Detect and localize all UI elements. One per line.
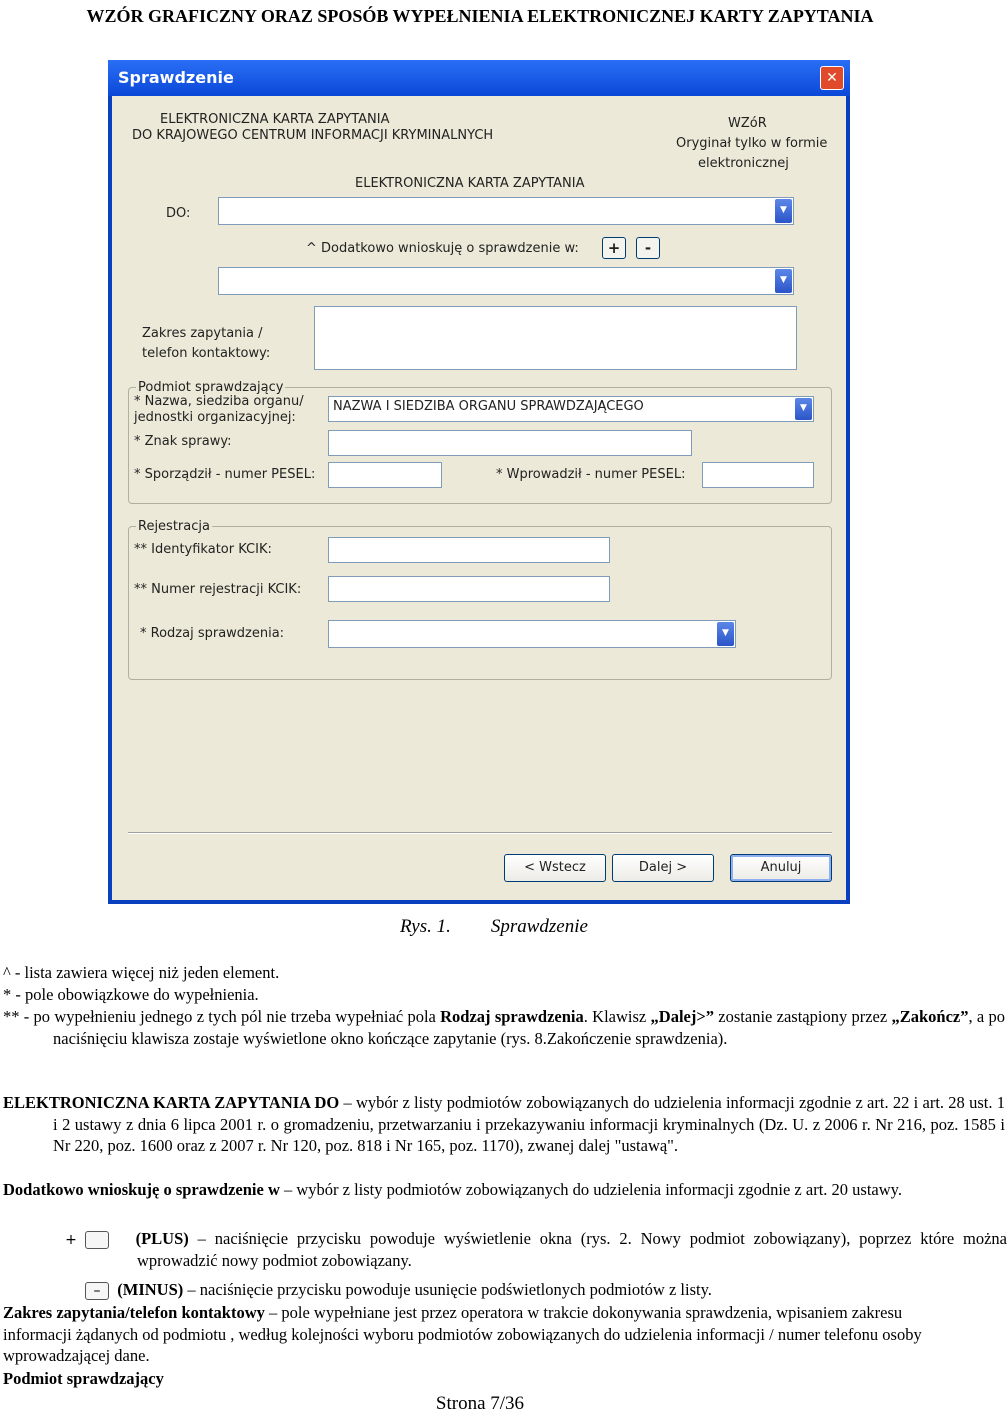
znak-sprawy-label: * Znak sprawy: bbox=[134, 434, 232, 449]
rodzaj-sprawdzenia-dropdown[interactable] bbox=[328, 620, 736, 648]
do-dropdown[interactable] bbox=[218, 197, 794, 225]
sprawdzenie-dialog bbox=[108, 60, 850, 904]
caption-number: Rys. 1. bbox=[400, 916, 451, 937]
paragraph-minus: – (MINUS) – naciśnięcie przycisku powoduje usunięcie podświetlonych podmiotów z listy. bbox=[85, 1279, 712, 1301]
separator bbox=[128, 832, 832, 834]
document-title: WZÓR GRAFICZNY ORAZ SPOSÓB WYPEŁNIENIA ELEKTRONICZNEJ KARTY ZAPYTANIA bbox=[86, 6, 874, 26]
header-left-line-1: ELEKTRONICZNA KARTA ZAPYTANIA bbox=[160, 112, 390, 127]
paragraph-plus: + (PLUS) – naciśnięcie przycisku powoduje wyświetlenie okna (rys. 2. Nowy podmiot zobowiązany), poprzez które można wprowadzić nowy podmiot zobowiązany. bbox=[65, 1229, 1007, 1270]
plus-icon: + bbox=[85, 1231, 109, 1249]
chevron-down-icon[interactable]: ▼ bbox=[775, 199, 792, 223]
chevron-down-icon[interactable]: ▼ bbox=[775, 269, 792, 293]
numer-rejestracji-input[interactable] bbox=[328, 576, 610, 602]
chevron-down-icon[interactable]: ▼ bbox=[795, 398, 812, 420]
figure-caption bbox=[400, 916, 588, 938]
nazwa-organu-dropdown[interactable] bbox=[328, 396, 814, 422]
note-list-multiple: ^ - lista zawiera więcej niż jeden element. bbox=[3, 963, 280, 982]
paragraph-podmiot-heading: Podmiot sprawdzający bbox=[3, 1369, 164, 1388]
close-button[interactable]: ✕ bbox=[820, 66, 844, 90]
back-button[interactable]: < Wstecz bbox=[504, 854, 606, 882]
znak-sprawy-input[interactable] bbox=[328, 430, 692, 456]
do-label: DO: bbox=[166, 206, 191, 221]
minus-button[interactable]: - bbox=[636, 237, 660, 259]
rodzaj-sprawdzenia-label: * Rodzaj sprawdzenia: bbox=[140, 626, 285, 641]
plus-button[interactable]: + bbox=[602, 237, 626, 259]
nazwa-label-line-2: jednostki organizacyjnej: bbox=[134, 410, 296, 425]
header-right-line-1: WZóR bbox=[728, 116, 767, 131]
nazwa-label-line-1: * Nazwa, siedziba organu/ bbox=[134, 394, 304, 409]
rejestracja-legend: Rejestracja bbox=[138, 519, 210, 534]
zakres-label-line-2: telefon kontaktowy: bbox=[142, 346, 271, 361]
header-left-line-2: DO KRAJOWEGO CENTRUM INFORMACJI KRYMINALNYCH bbox=[132, 128, 494, 143]
additional-dropdown[interactable] bbox=[218, 267, 794, 295]
header-right-line-2: Oryginał tylko w formie bbox=[676, 136, 828, 151]
paragraph-ekz: ELEKTRONICZNA KARTA ZAPYTANIA DO – wybór z listy podmiotów zobowiązanych do udzielenia informacji zgodnie z art. 22 i art. 28 ust. 1 i 2 ustawy z dnia 6 lipca 2001 r. o gromadzeniu, przetwarzaniu i przekazywaniu informacji kryminalnych (Dz. U. z 2006 r. Nr 216, poz. 1585 i Nr 220, poz. 1600 oraz z 2007 r. Nr 120, poz. 818 i Nr 165, poz. 1170), zwanej dalej "ustawą". bbox=[3, 1093, 1005, 1155]
zakres-textarea[interactable] bbox=[314, 306, 797, 370]
dialog-body bbox=[112, 96, 846, 900]
paragraph-dodatkowo: Dodatkowo wnioskuję o sprawdzenie w – wybór z listy podmiotów zobowiązanych do udzielenia informacji zgodnie z art. 20 ustawy. bbox=[3, 1180, 902, 1199]
nazwa-organu-value: NAZWA I SIEDZIBA ORGANU SPRAWDZAJĄCEGO bbox=[333, 399, 644, 414]
wprowadzil-label: * Wprowadził - numer PESEL: bbox=[496, 467, 686, 482]
page-footer: Strona 7/36 bbox=[435, 1393, 525, 1414]
sporzadzil-pesel-input[interactable] bbox=[328, 462, 442, 488]
podmiot-legend: Podmiot sprawdzający bbox=[138, 380, 284, 395]
caption-text: Sprawdzenie bbox=[490, 916, 588, 937]
numer-rejestracji-label: ** Numer rejestracji KCIK: bbox=[134, 582, 302, 597]
identyfikator-kcik-input[interactable] bbox=[328, 537, 610, 563]
additional-label: ^ Dodatkowo wnioskuję o sprawdzenie w: bbox=[306, 241, 579, 256]
dialog-title: Sprawdzenie bbox=[118, 68, 234, 87]
cancel-button[interactable]: Anuluj bbox=[730, 854, 832, 882]
header-right-line-3: elektronicznej bbox=[698, 156, 789, 171]
sporzadzil-label: * Sporządził - numer PESEL: bbox=[134, 467, 316, 482]
chevron-down-icon[interactable]: ▼ bbox=[717, 622, 734, 646]
note-required: * - pole obowiązkowe do wypełnienia. bbox=[3, 985, 259, 1004]
next-button[interactable]: Dalej > bbox=[612, 854, 714, 882]
zakres-label-line-1: Zakres zapytania / bbox=[142, 326, 263, 341]
identyfikator-label: ** Identyfikator KCIK: bbox=[134, 542, 272, 557]
minus-icon: – bbox=[85, 1282, 109, 1300]
note-optional: ** - po wypełnieniu jednego z tych pól nie trzeba wypełniać pola Rodzaj sprawdzenia. Klawisz „Dalej>” zostanie zastąpiony przez „Zakończ”, a po naciśnięciu klawisza zostaje wyświetlone okno kończące zapytanie (rys. 8.Zakończenie sprawdzenia). bbox=[3, 1007, 1006, 1048]
dialog-titlebar[interactable] bbox=[108, 60, 850, 96]
wprowadzil-pesel-input[interactable] bbox=[702, 462, 814, 488]
paragraph-zakres: Zakres zapytania/telefon kontaktowy – pole wypełniane jest przez operatora w trakcie dokonywania sprawdzenia, wpisaniem zakresu informacji żądanych od podmiotu , według kolejności wyboru podmiotów zobowiązanych do udzielenia informacji / numer telefonu osoby wprowadzającej dane. bbox=[3, 1303, 922, 1365]
form-subtitle: ELEKTRONICZNA KARTA ZAPYTANIA bbox=[355, 176, 585, 191]
